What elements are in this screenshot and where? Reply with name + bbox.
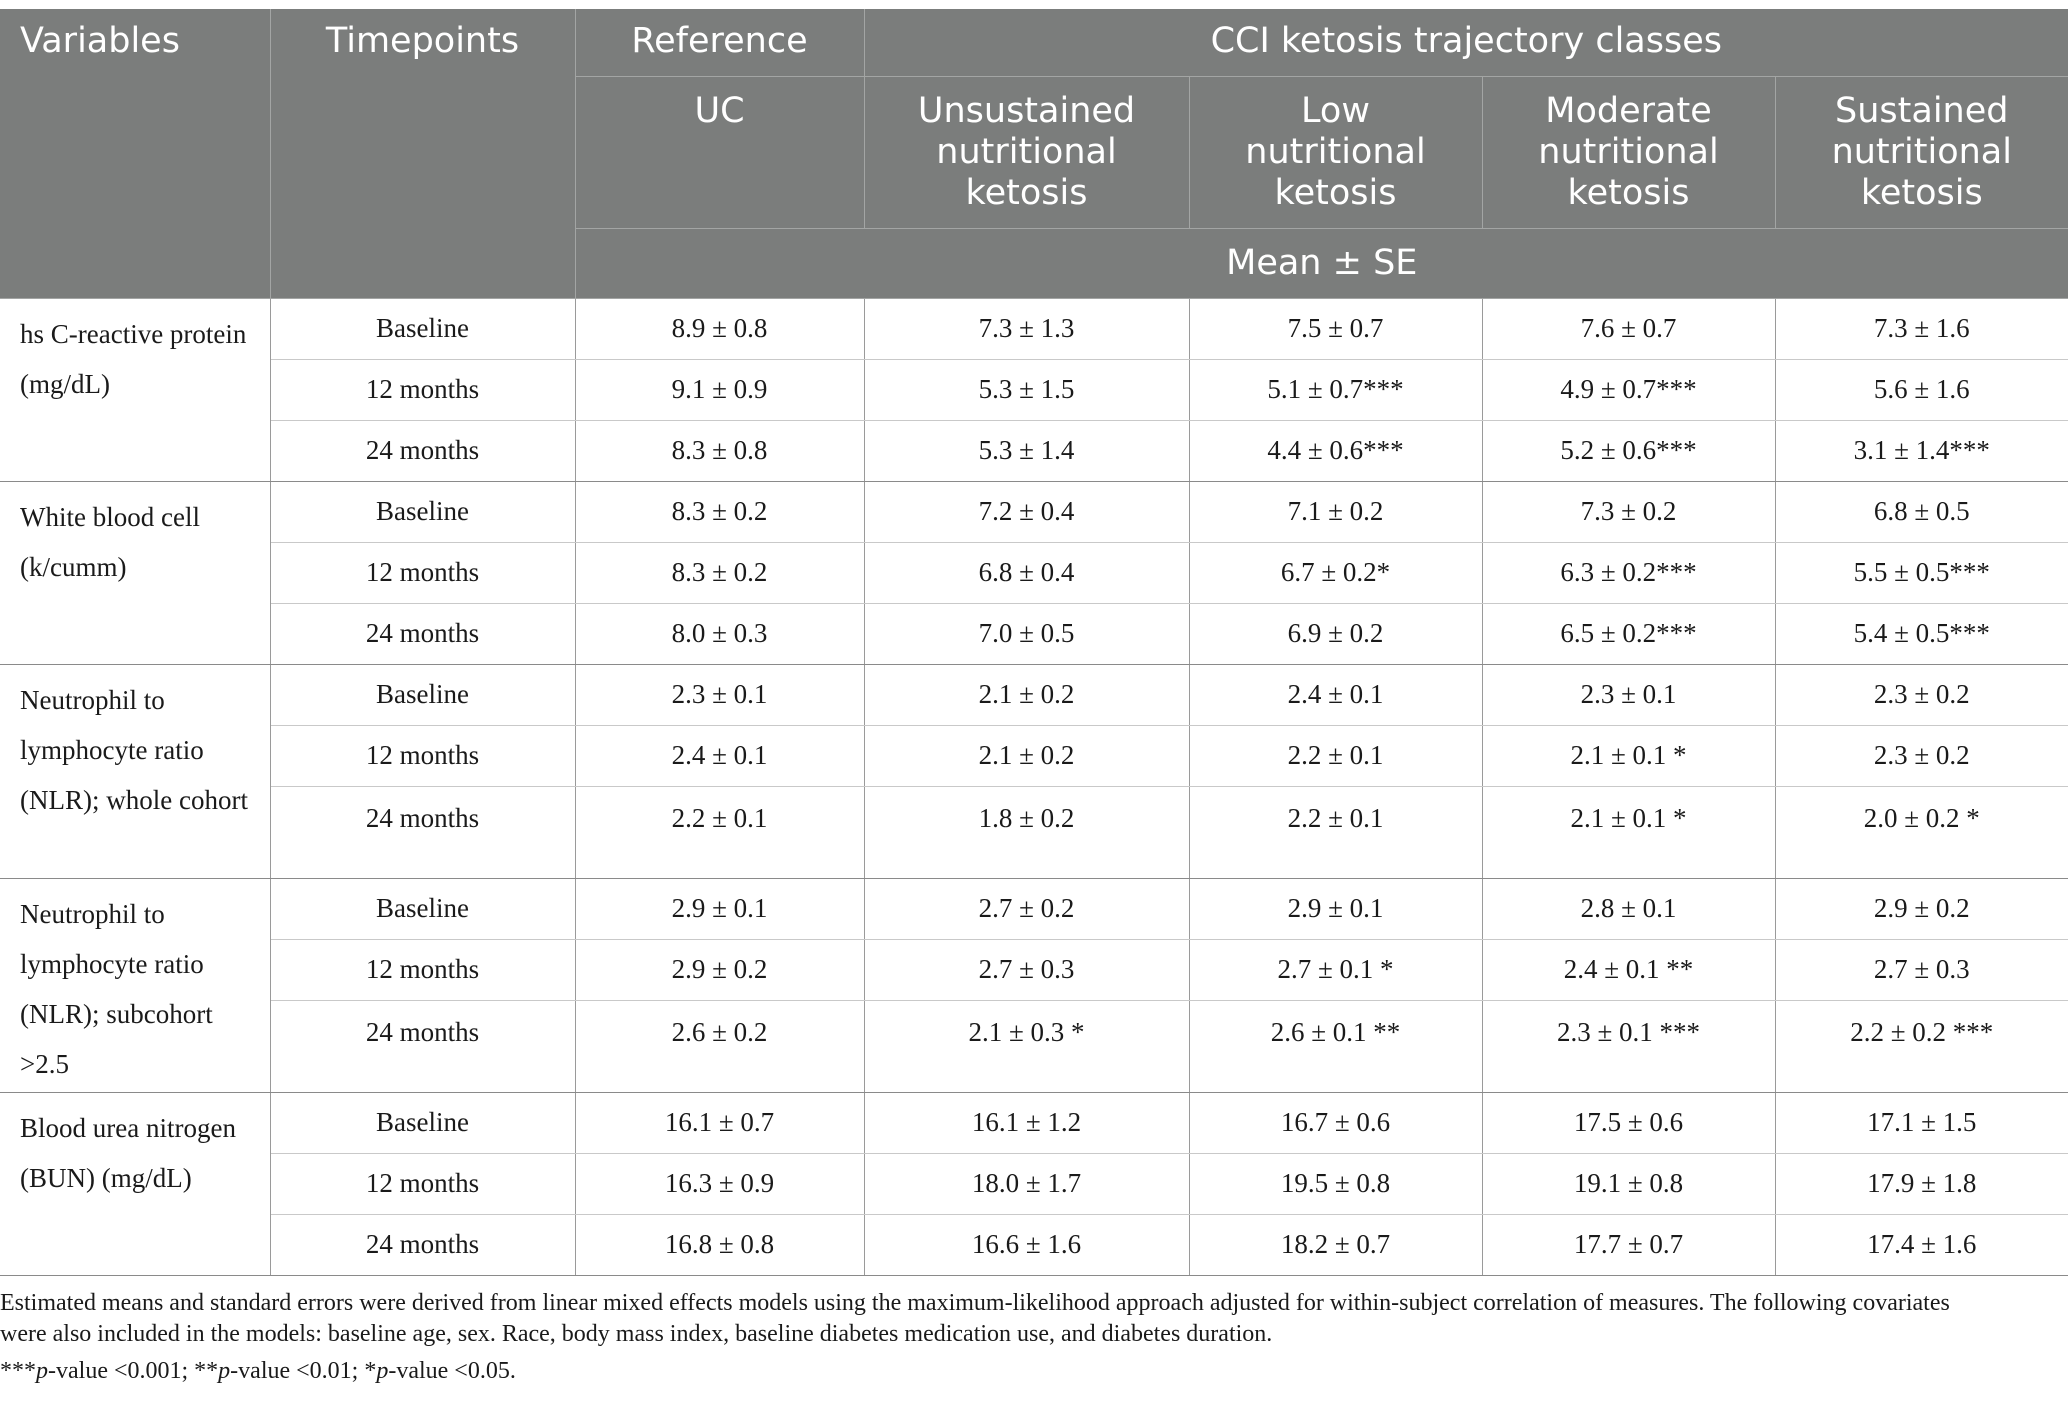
value-cell: 6.8 ± 0.5 xyxy=(1775,481,2068,542)
value-cell: 7.5 ± 0.7 xyxy=(1189,298,1482,359)
value-cell: 7.3 ± 1.6 xyxy=(1775,298,2068,359)
value-cell: 2.1 ± 0.2 xyxy=(864,664,1189,725)
sig-stars-2: ** xyxy=(194,1358,219,1384)
value-cell: 2.1 ± 0.1 * xyxy=(1482,786,1775,878)
value-cell: 2.1 ± 0.2 xyxy=(864,725,1189,786)
timepoint-cell: 24 months xyxy=(270,420,575,481)
value-cell: 8.3 ± 0.2 xyxy=(575,481,864,542)
value-cell: 17.4 ± 1.6 xyxy=(1775,1214,2068,1275)
value-cell: 7.0 ± 0.5 xyxy=(864,603,1189,664)
value-cell: 2.2 ± 0.1 xyxy=(1189,786,1482,878)
value-cell: 16.3 ± 0.9 xyxy=(575,1153,864,1214)
value-cell: 19.5 ± 0.8 xyxy=(1189,1153,1482,1214)
value-cell: 6.3 ± 0.2*** xyxy=(1482,542,1775,603)
value-cell: 3.1 ± 1.4*** xyxy=(1775,420,2068,481)
timepoint-cell: 12 months xyxy=(270,359,575,420)
sig-stars-1: *** xyxy=(0,1358,36,1384)
value-cell: 2.7 ± 0.3 xyxy=(1775,939,2068,1000)
value-cell: 6.5 ± 0.2*** xyxy=(1482,603,1775,664)
sig-p-2: p xyxy=(218,1358,231,1384)
header-timepoints: Timepoints xyxy=(270,9,575,298)
value-cell: 2.7 ± 0.3 xyxy=(864,939,1189,1000)
value-cell: 2.9 ± 0.1 xyxy=(1189,878,1482,939)
value-cell: 5.1 ± 0.7*** xyxy=(1189,359,1482,420)
timepoint-cell: Baseline xyxy=(270,664,575,725)
sig-p-3: p xyxy=(376,1358,389,1384)
value-cell: 2.3 ± 0.1 *** xyxy=(1482,1000,1775,1092)
value-cell: 2.9 ± 0.2 xyxy=(1775,878,2068,939)
value-cell: 2.3 ± 0.1 xyxy=(575,664,864,725)
timepoint-cell: 24 months xyxy=(270,603,575,664)
header-class-unsustained: Unsustained nutritional ketosis xyxy=(864,76,1189,228)
timepoint-cell: Baseline xyxy=(270,298,575,359)
value-cell: 2.3 ± 0.2 xyxy=(1775,664,2068,725)
value-cell: 2.4 ± 0.1 xyxy=(575,725,864,786)
value-cell: 6.7 ± 0.2* xyxy=(1189,542,1482,603)
value-cell: 8.9 ± 0.8 xyxy=(575,298,864,359)
value-cell: 2.6 ± 0.2 xyxy=(575,1000,864,1092)
sig-rest-3: -value <0.05. xyxy=(388,1358,516,1384)
value-cell: 2.7 ± 0.1 * xyxy=(1189,939,1482,1000)
value-cell: 9.1 ± 0.9 xyxy=(575,359,864,420)
value-cell: 2.1 ± 0.3 * xyxy=(864,1000,1189,1092)
timepoint-cell: 12 months xyxy=(270,725,575,786)
variable-cell: Blood urea nitrogen (BUN) (mg/dL) xyxy=(0,1092,270,1275)
header-group-title: CCI ketosis trajectory classes xyxy=(864,9,2068,76)
timepoint-cell: 24 months xyxy=(270,1214,575,1275)
value-cell: 17.9 ± 1.8 xyxy=(1775,1153,2068,1214)
value-cell: 18.0 ± 1.7 xyxy=(864,1153,1189,1214)
value-cell: 2.2 ± 0.1 xyxy=(1189,725,1482,786)
value-cell: 8.3 ± 0.8 xyxy=(575,420,864,481)
header-mean-se: Mean ± SE xyxy=(575,228,2068,298)
variable-cell: Neutrophil to lymphocyte ratio (NLR); subcohort >2.5 xyxy=(0,878,270,1092)
value-cell: 16.6 ± 1.6 xyxy=(864,1214,1189,1275)
value-cell: 2.4 ± 0.1 xyxy=(1189,664,1482,725)
significance-legend xyxy=(0,1356,2000,1387)
value-cell: 17.7 ± 0.7 xyxy=(1482,1214,1775,1275)
value-cell: 5.2 ± 0.6*** xyxy=(1482,420,1775,481)
header-uc: UC xyxy=(575,76,864,228)
header-class-sustained: Sustained nutritional ketosis xyxy=(1775,76,2068,228)
value-cell: 2.9 ± 0.2 xyxy=(575,939,864,1000)
value-cell: 5.6 ± 1.6 xyxy=(1775,359,2068,420)
footnote-text: Estimated means and standard errors were derived from linear mixed effects models using the maximum-likelihood approach adjusted for within-subject correlation of measures. The following covariates were also included in the models: baseline age, sex. Race, body mass index, baseline diabetes medication use, and diabetes duration. xyxy=(0,1290,1950,1347)
value-cell: 2.0 ± 0.2 * xyxy=(1775,786,2068,878)
value-cell: 8.3 ± 0.2 xyxy=(575,542,864,603)
value-cell: 7.3 ± 0.2 xyxy=(1482,481,1775,542)
value-cell: 8.0 ± 0.3 xyxy=(575,603,864,664)
value-cell: 7.2 ± 0.4 xyxy=(864,481,1189,542)
value-cell: 4.4 ± 0.6*** xyxy=(1189,420,1482,481)
header-class-low: Low nutritional ketosis xyxy=(1189,76,1482,228)
header-reference: Reference xyxy=(575,9,864,76)
value-cell: 2.1 ± 0.1 * xyxy=(1482,725,1775,786)
value-cell: 2.9 ± 0.1 xyxy=(575,878,864,939)
value-cell: 2.4 ± 0.1 ** xyxy=(1482,939,1775,1000)
timepoint-cell: 12 months xyxy=(270,939,575,1000)
value-cell: 7.6 ± 0.7 xyxy=(1482,298,1775,359)
value-cell: 2.8 ± 0.1 xyxy=(1482,878,1775,939)
value-cell: 18.2 ± 0.7 xyxy=(1189,1214,1482,1275)
value-cell: 5.3 ± 1.4 xyxy=(864,420,1189,481)
timepoint-cell: 24 months xyxy=(270,1000,575,1092)
value-cell: 16.1 ± 0.7 xyxy=(575,1092,864,1153)
value-cell: 16.8 ± 0.8 xyxy=(575,1214,864,1275)
value-cell: 2.7 ± 0.2 xyxy=(864,878,1189,939)
table-footnote xyxy=(0,1288,2000,1387)
timepoint-cell: 12 months xyxy=(270,542,575,603)
variable-cell: Neutrophil to lymphocyte ratio (NLR); whole cohort xyxy=(0,664,270,878)
value-cell: 2.2 ± 0.2 *** xyxy=(1775,1000,2068,1092)
sig-rest-1: -value <0.001; xyxy=(48,1358,189,1384)
sig-p-1: p xyxy=(36,1358,48,1384)
value-cell: 7.1 ± 0.2 xyxy=(1189,481,1482,542)
timepoint-cell: 24 months xyxy=(270,786,575,878)
variable-cell: White blood cell (k/cumm) xyxy=(0,481,270,664)
value-cell: 6.9 ± 0.2 xyxy=(1189,603,1482,664)
results-table xyxy=(0,9,2068,1276)
timepoint-cell: 12 months xyxy=(270,1153,575,1214)
value-cell: 6.8 ± 0.4 xyxy=(864,542,1189,603)
table-body xyxy=(0,298,2068,1275)
value-cell: 4.9 ± 0.7*** xyxy=(1482,359,1775,420)
timepoint-cell: Baseline xyxy=(270,878,575,939)
value-cell: 2.2 ± 0.1 xyxy=(575,786,864,878)
header-class-moderate: Moderate nutritional ketosis xyxy=(1482,76,1775,228)
value-cell: 16.7 ± 0.6 xyxy=(1189,1092,1482,1153)
value-cell: 2.3 ± 0.1 xyxy=(1482,664,1775,725)
value-cell: 5.3 ± 1.5 xyxy=(864,359,1189,420)
value-cell: 5.4 ± 0.5*** xyxy=(1775,603,2068,664)
value-cell: 17.1 ± 1.5 xyxy=(1775,1092,2068,1153)
header-variables: Variables xyxy=(0,9,270,298)
value-cell: 16.1 ± 1.2 xyxy=(864,1092,1189,1153)
value-cell: 7.3 ± 1.3 xyxy=(864,298,1189,359)
table-header xyxy=(0,9,2068,298)
value-cell: 19.1 ± 0.8 xyxy=(1482,1153,1775,1214)
sig-rest-2: -value <0.01; xyxy=(230,1358,359,1384)
value-cell: 1.8 ± 0.2 xyxy=(864,786,1189,878)
timepoint-cell: Baseline xyxy=(270,481,575,542)
value-cell: 2.6 ± 0.1 ** xyxy=(1189,1000,1482,1092)
sig-stars-3: * xyxy=(364,1358,377,1384)
value-cell: 17.5 ± 0.6 xyxy=(1482,1092,1775,1153)
value-cell: 2.3 ± 0.2 xyxy=(1775,725,2068,786)
value-cell: 5.5 ± 0.5*** xyxy=(1775,542,2068,603)
timepoint-cell: Baseline xyxy=(270,1092,575,1153)
variable-cell: hs C-reactive protein (mg/dL) xyxy=(0,298,270,481)
